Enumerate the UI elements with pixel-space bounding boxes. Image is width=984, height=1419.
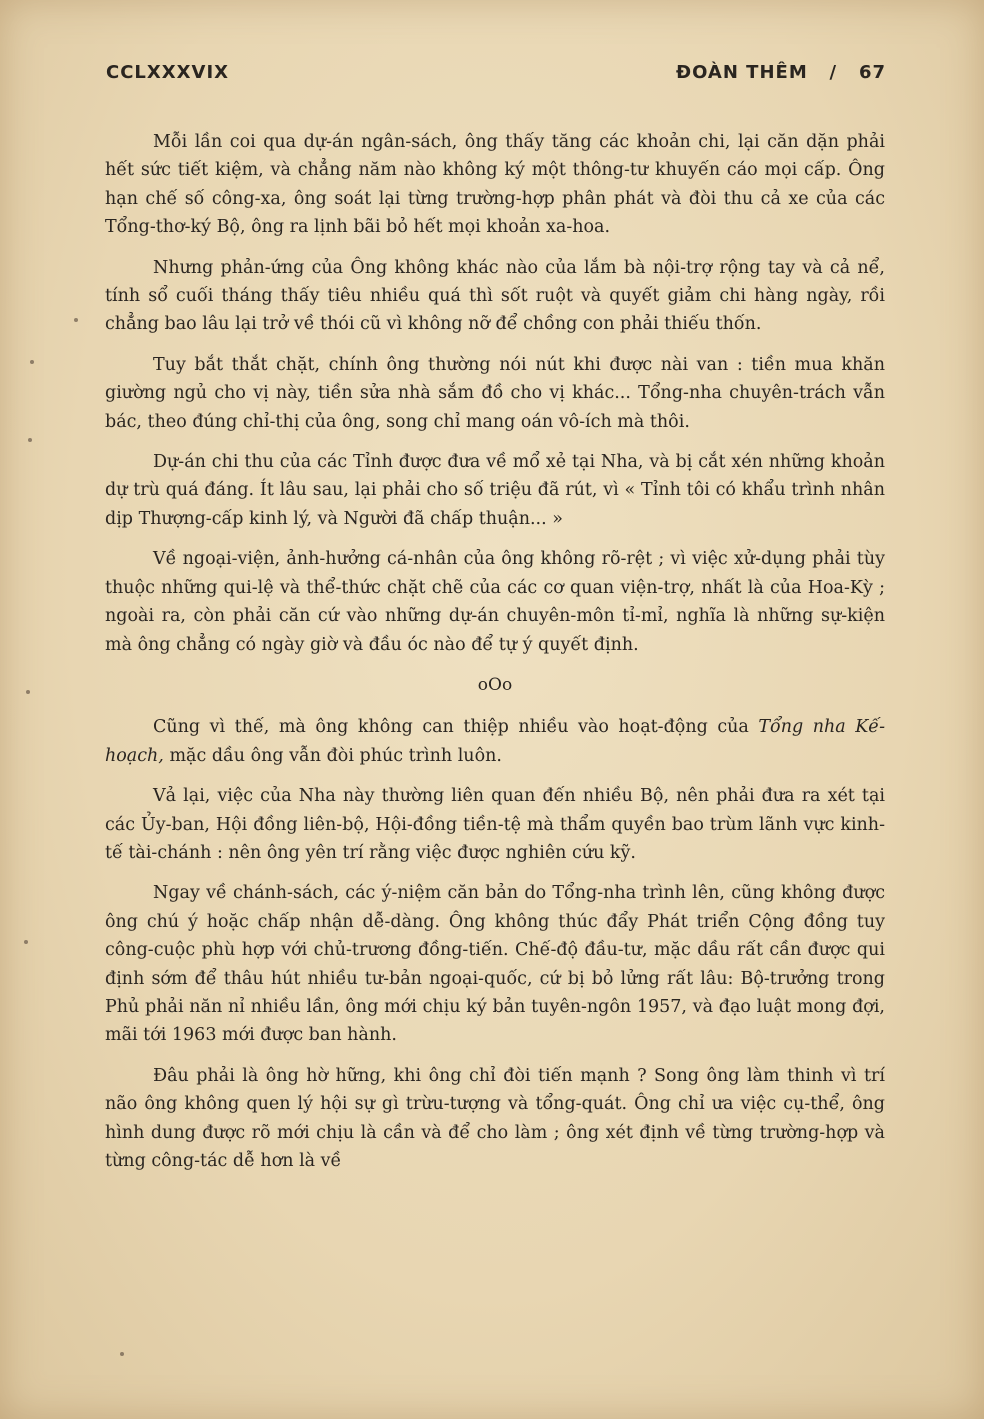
header-separator: / (829, 62, 838, 83)
running-header (676, 62, 886, 83)
paper-speck (30, 360, 34, 364)
paragraph: Ngay về chánh-sách, các ý-niệm căn bản do Tổng-nha trình lên, cũng không được ông chú ý hoặc chấp nhận dễ-dàng. Ông không thúc đẩy Phát triển Cộng đồng tuy công-cuộc phù hợp với chủ-trương đồng-tiến. Chế-độ đầu-tư, mặc dầu rất cần được qui định sớm để thâu hút nhiều tư-bản ngoại-quốc, cứ bị bỏ lửng rất lâu: Bộ-trưởng trong Phủ phải năn nỉ nhiều lần, ông mới chịu ký bản tuyên-ngôn 1957, và đạo luật mong đợi, mãi tới 1963 mới được ban hành. (105, 883, 885, 1046)
italic-title: Tổng nha Kế-hoạch, (105, 717, 885, 766)
section-divider: oOo (477, 674, 513, 695)
paragraph: Tuy bắt thắt chặt, chính ông thường nói nút khi được nài van : tiền mua khăn giường ngủ cho vị này, tiền sửa nhà sắm đồ cho vị khác... Tổng-nha chuyên-trách vẫn bác, theo đúng chỉ-thị của ông, song chỉ mang oán vô-ích mà thôi. (105, 354, 885, 432)
paper-speck (120, 1352, 124, 1356)
paragraph: Nhưng phản-ứng của Ông không khác nào của lắm bà nội-trợ rộng tay và cả nể, tính sổ cuối tháng thấy tiêu nhiều quá thì sốt ruột và quyết giảm chi hàng ngày, rồi chẳng bao lâu lại trở về thói cũ vì không nỡ để chồng con phải thiếu thốn. (105, 257, 885, 335)
paper-speck (74, 318, 78, 322)
paragraph: Vả lại, việc của Nha này thường liên quan đến nhiều Bộ, nên phải đưa ra xét tại các Ủy-ban, Hội đồng liên-bộ, Hội-đồng tiền-tệ mà thẩm quyền bao trùm lãnh vực kinh-tế tài-chánh : nên ông yên trí rằng việc được nghiên cứu kỹ. (105, 786, 885, 863)
paper-speck (24, 940, 28, 944)
running-title: ĐOÀN THÊM (676, 62, 808, 83)
paper-speck (26, 690, 30, 694)
page-header (106, 62, 886, 90)
paragraph: Về ngoại-viện, ảnh-hưởng cá-nhân của ông không rõ-rệt ; vì việc xử-dụng phải tùy thuộc những qui-lệ và thể-thức chặt chẽ của các cơ quan viện-trợ, nhất là của Hoa-Kỳ ; ngoài ra, còn phải căn cứ vào những dự-án chuyên-môn tỉ-mỉ, nghĩa là những sự-kiện mà ông chẳng có ngày giờ và đầu óc nào để tự ý quyết định. (105, 549, 885, 655)
paragraph: Mỗi lần coi qua dự-án ngân-sách, ông thấy tăng các khoản chi, lại căn dặn phải hết sức tiết kiệm, và chẳng năm nào không ký một thông-tư khuyến cáo mọi cấp. Ông hạn chế số công-xa, ông soát lại từng trường-hợp phân phát và đòi thu cả xe của các Tổng-thơ-ký Bộ, ông ra lịnh bãi bỏ hết mọi khoản xa-hoa. (105, 132, 885, 238)
body-text (105, 128, 885, 1187)
page-number: 67 (858, 62, 886, 83)
section-number: CCLXXXVIX (106, 62, 230, 83)
paper-speck (28, 438, 32, 442)
paragraph (105, 713, 885, 770)
paragraph-text: mặc dầu ông vẫn đòi phúc trình luôn. (163, 745, 502, 766)
paragraph: Dự-án chi thu của các Tỉnh được đưa về mổ xẻ tại Nha, và bị cắt xén những khoản dự trù quá đáng. Ít lâu sau, lại phải cho số triệu đã rút, vì « Tỉnh tôi có khẩu trình nhân dịp Thượng-cấp kinh lý, và Người đã chấp thuận... » (105, 452, 885, 529)
paragraph-text: Cũng vì thế, mà ông không can thiệp nhiều vào hoạt-động của (153, 717, 759, 738)
paragraph: Đâu phải là ông hờ hững, khi ông chỉ đòi tiến mạnh ? Song ông làm thinh vì trí não ông không quen lý hội sự gì trừu-tượng và tổng-quát. Ông chỉ ưa việc cụ-thể, ông hình dung được rõ mới chịu là cần và để cho làm ; ông xét định về từng trường-hợp và từng công-tác dễ hơn là về (105, 1065, 885, 1171)
